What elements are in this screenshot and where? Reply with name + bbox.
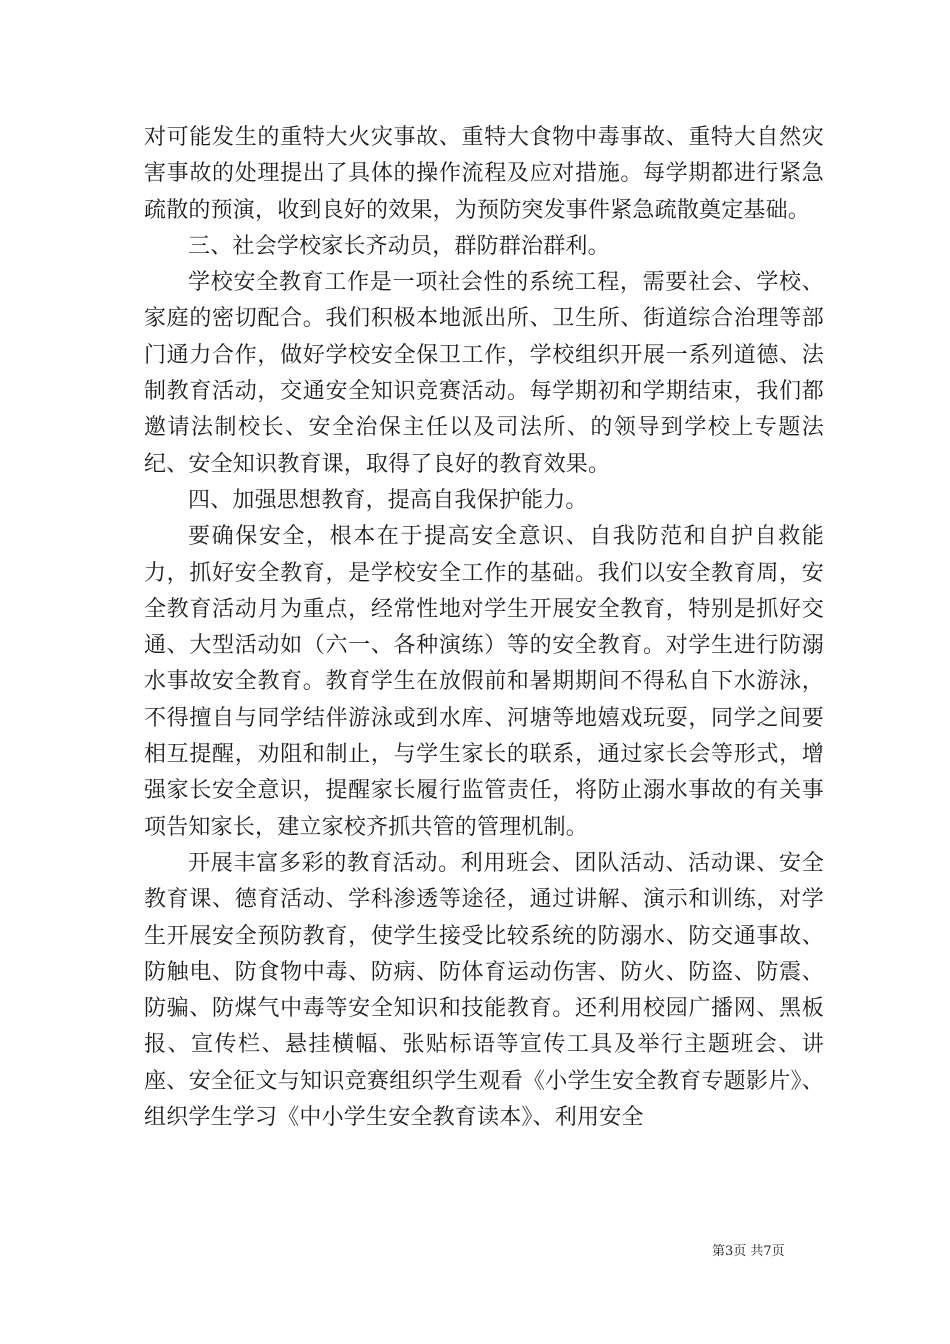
paragraph-1: 对可能发生的重特大火灾事故、重特大食物中毒事故、重特大自然灾害事故的处理提出了具体的操作流程及应对措施。每学期都进行紧急疏散的预演，收到良好的效果，为预防突发事件紧急疏散奠定基础。 [144, 125, 824, 223]
paragraph-6: 开展丰富多彩的教育活动。利用班会、团队活动、活动课、安全教育课、德育活动、学科渗透等途径，通过讲解、演示和训练，对学生开展安全预防教育，使学生接受比较系统的防溺水、防交通事故、防触电、防食物中毒、防病、防体育运动伤害、防火、防盗、防震、防骗、防煤气中毒等安全知识和技能教育。还利用校园广播网、黑板报、宣传栏、悬挂横幅、张贴标语等宣传工具及举行主题班会、讲座、安全征文与知识竞赛组织学生观看《小学生安全教育专题影片》、组织学生学习《中小学生安全教育读本》、利用安全 [144, 850, 824, 1131]
document-body [144, 120, 824, 1136]
paragraph-3: 学校安全教育工作是一项社会性的系统工程，需要社会、学校、家庭的密切配合。我们积极本地派出所、卫生所、街道综合治理等部门通力合作，做好学校安全保卫工作，学校组织开展一系列道德、法制教育活动，交通安全知识竞赛活动。每学期初和学期结束，我们都邀请法制校长、安全治保主任以及司法所、的领导到学校上专题法纪、安全知识教育课，取得了良好的教育效果。 [144, 270, 824, 477]
paragraph-5: 要确保安全，根本在于提高安全意识、自我防范和自护自救能力，抓好安全教育，是学校安全工作的基础。我们以安全教育周，安全教育活动月为重点，经常性地对学生开展安全教育，特别是抓好交通、大型活动如（六一、各种演练）等的安全教育。对学生进行防溺水事故安全教育。教育学生在放假前和暑期期间不得私自下水游泳，不得擅自与同学结伴游泳或到水库、河塘等地嬉戏玩耍，同学之间要相互提醒，劝阻和制止，与学生家长的联系，通过家长会等形式，增强家长安全意识，提醒家长履行监管责任，将防止溺水事故的有关事项告知家长，建立家校齐抓共管的管理机制。 [144, 524, 824, 840]
page-number-footer: 第3页 共7页 [712, 1244, 785, 1259]
section-heading-4: 四、加强思想教育，提高自我保护能力。 [188, 487, 588, 513]
section-heading-3: 三、社会学校家长齐动员，群防群治群利。 [188, 233, 610, 259]
